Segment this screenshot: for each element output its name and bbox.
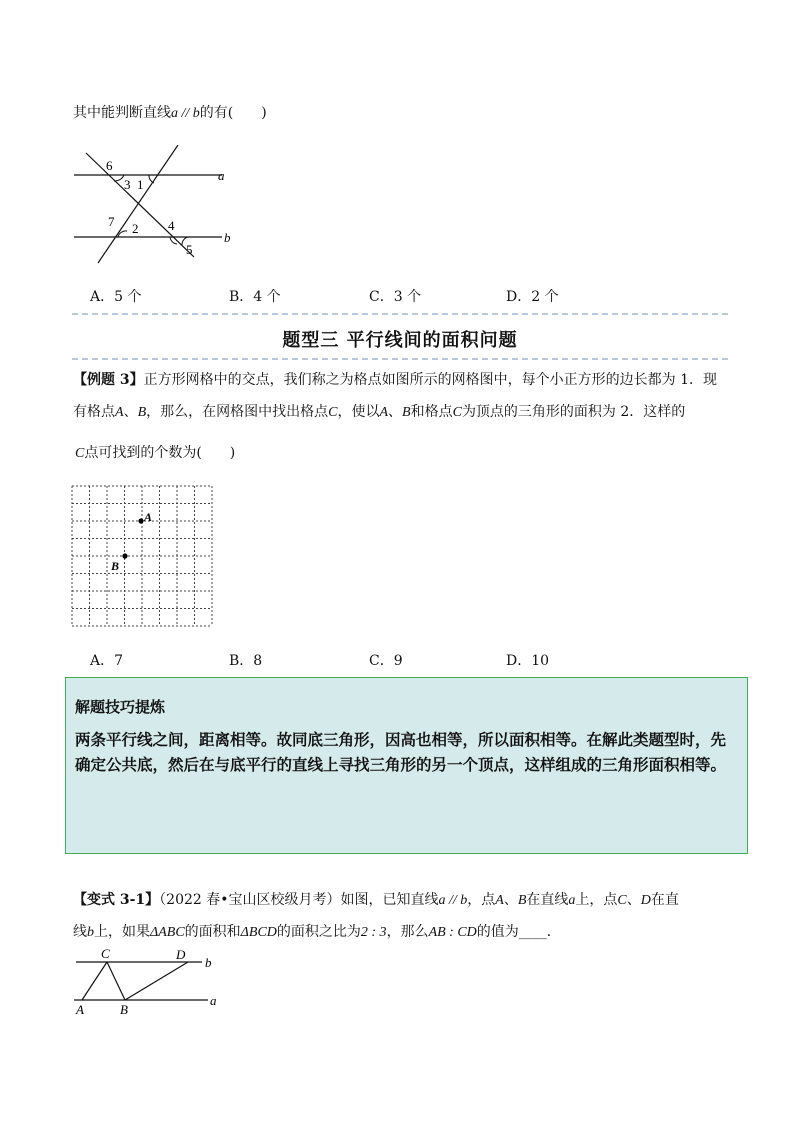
transversal-1 bbox=[86, 153, 194, 257]
parallel-lines-figure bbox=[70, 145, 250, 265]
variant-text: 的面积和 bbox=[184, 924, 241, 940]
tips-title: 解题技巧提炼 bbox=[75, 698, 166, 716]
grid-label-b: B bbox=[111, 559, 120, 573]
option-a[interactable]: A．7 bbox=[90, 653, 124, 669]
variant-text: 上，如果 bbox=[94, 924, 150, 940]
point-label-d: D bbox=[176, 947, 186, 962]
variant-text: 线 bbox=[73, 924, 87, 940]
variant-line-1 bbox=[73, 889, 679, 909]
question-text: 其中能判断直线 bbox=[73, 105, 171, 121]
variant-text: 如图，已知直线 bbox=[340, 892, 439, 908]
example-text: ，那么，在网格图中找出格点 bbox=[146, 404, 329, 420]
example-text: ，使以 bbox=[337, 404, 380, 420]
point-label: C bbox=[328, 405, 338, 420]
segment-bd bbox=[125, 962, 188, 1000]
parallel-expression: a // b bbox=[171, 106, 200, 121]
option-c[interactable]: C．9 bbox=[369, 653, 403, 669]
ratio-expression: AB : CD bbox=[428, 925, 477, 940]
example-tag: 【例题 3】 bbox=[73, 372, 144, 388]
example-line-2 bbox=[73, 401, 685, 421]
variant-text: 在直线 bbox=[526, 892, 569, 908]
line-label: a bbox=[218, 168, 225, 183]
grid-label-a: A bbox=[144, 510, 153, 524]
segment-ac bbox=[82, 962, 107, 1000]
line-label-a: a bbox=[210, 993, 217, 1008]
line-label: b bbox=[87, 925, 94, 940]
point-label: B bbox=[517, 893, 527, 908]
variant-text: 上，点 bbox=[575, 892, 618, 908]
point-label-a: A bbox=[76, 1002, 84, 1017]
lattice-grid-figure bbox=[70, 484, 215, 630]
variant-text: ，那么 bbox=[386, 924, 429, 940]
angle-label: 4 bbox=[168, 218, 175, 233]
parallel-expression: a // b bbox=[438, 893, 468, 908]
angle-label: 6 bbox=[106, 158, 113, 173]
separator: 、 bbox=[503, 892, 518, 908]
point-label-b: B bbox=[120, 1002, 128, 1017]
variant-tag: 【变式 3-1】 bbox=[73, 892, 160, 908]
grid-point-a bbox=[138, 518, 143, 523]
point-label: C bbox=[452, 405, 462, 420]
example-text: 点可找到的个数为 bbox=[84, 445, 197, 461]
example-text: 为顶点的三角形的面积为 2．这样的 bbox=[461, 404, 686, 420]
option-c[interactable]: C．3 个 bbox=[369, 289, 422, 305]
answer-blank: ____． bbox=[518, 924, 561, 940]
question-text: 的有 bbox=[199, 105, 228, 121]
point-label: B bbox=[402, 405, 411, 420]
point-label: C bbox=[75, 446, 85, 461]
angle-label: 2 bbox=[132, 221, 139, 236]
point-label-c: C bbox=[101, 946, 110, 961]
triangle-expression: ΔABC bbox=[150, 925, 185, 940]
line-label: a bbox=[568, 893, 576, 908]
segment-bc bbox=[107, 962, 125, 1000]
point-label: A bbox=[115, 405, 124, 420]
separator: 、 bbox=[626, 892, 641, 908]
separator: 、 bbox=[388, 404, 403, 420]
option-b[interactable]: B．8 bbox=[229, 653, 263, 669]
example-text: 有格点 bbox=[73, 404, 115, 420]
variant-text: ，点 bbox=[467, 892, 496, 908]
triangle-expression: ΔBCD bbox=[240, 925, 277, 940]
variant-text: 在直 bbox=[650, 892, 679, 908]
example-line-1 bbox=[73, 369, 717, 389]
section-title: 题型三 平行线间的面积问题 bbox=[282, 330, 518, 351]
example-text: 和格点 bbox=[410, 404, 453, 420]
separator: 、 bbox=[123, 404, 138, 420]
grid-point-b bbox=[122, 553, 127, 558]
ratio-expression: 2 : 3 bbox=[360, 925, 387, 940]
option-b[interactable]: B．4 个 bbox=[229, 289, 281, 305]
variant-text: 的面积之比为 bbox=[276, 924, 361, 940]
point-label: A bbox=[495, 893, 504, 908]
variant-text: 的值为 bbox=[476, 924, 519, 940]
line-label: b bbox=[224, 230, 231, 245]
point-label: D bbox=[640, 893, 651, 908]
answer-paren: ( ) bbox=[196, 445, 236, 461]
triangle-figure bbox=[70, 945, 230, 1020]
tips-body: 两条平行线之间，距离相等。故同底三角形，因高也相等，所以面积相等。在解此类题型时，先确定公共底，然后在与底平行的直线上寻找三角形的另一个顶点，这样组成的三角形面积相等。 bbox=[75, 731, 727, 774]
section-divider-bottom bbox=[72, 358, 728, 360]
angle-label: 5 bbox=[186, 242, 193, 257]
option-a[interactable]: A．5 个 bbox=[90, 289, 142, 305]
point-label: C bbox=[617, 893, 627, 908]
example-text: 正方形网格中的交点，我们称之为格点如图所示的网格图中，每个小正方形的边长都为 1．现 bbox=[143, 372, 717, 388]
point-label: B bbox=[137, 405, 147, 420]
angle-label: 3 bbox=[124, 177, 131, 192]
question-stem bbox=[73, 102, 267, 122]
tips-box bbox=[65, 677, 748, 854]
point-label: A bbox=[379, 405, 389, 420]
answer-paren: ( ) bbox=[227, 105, 267, 121]
variant-source: （2022 春•宝山区校级月考） bbox=[159, 892, 341, 908]
option-d[interactable]: D．2 个 bbox=[506, 289, 559, 305]
line-label-b: b bbox=[205, 955, 212, 970]
example-line-3 bbox=[75, 442, 235, 462]
angle-label: 7 bbox=[108, 214, 115, 229]
variant-line-2 bbox=[73, 921, 561, 941]
section-divider-top bbox=[72, 313, 728, 315]
angle-arc bbox=[114, 175, 124, 181]
option-d[interactable]: D．10 bbox=[506, 653, 550, 669]
angle-label: 1 bbox=[137, 177, 144, 192]
